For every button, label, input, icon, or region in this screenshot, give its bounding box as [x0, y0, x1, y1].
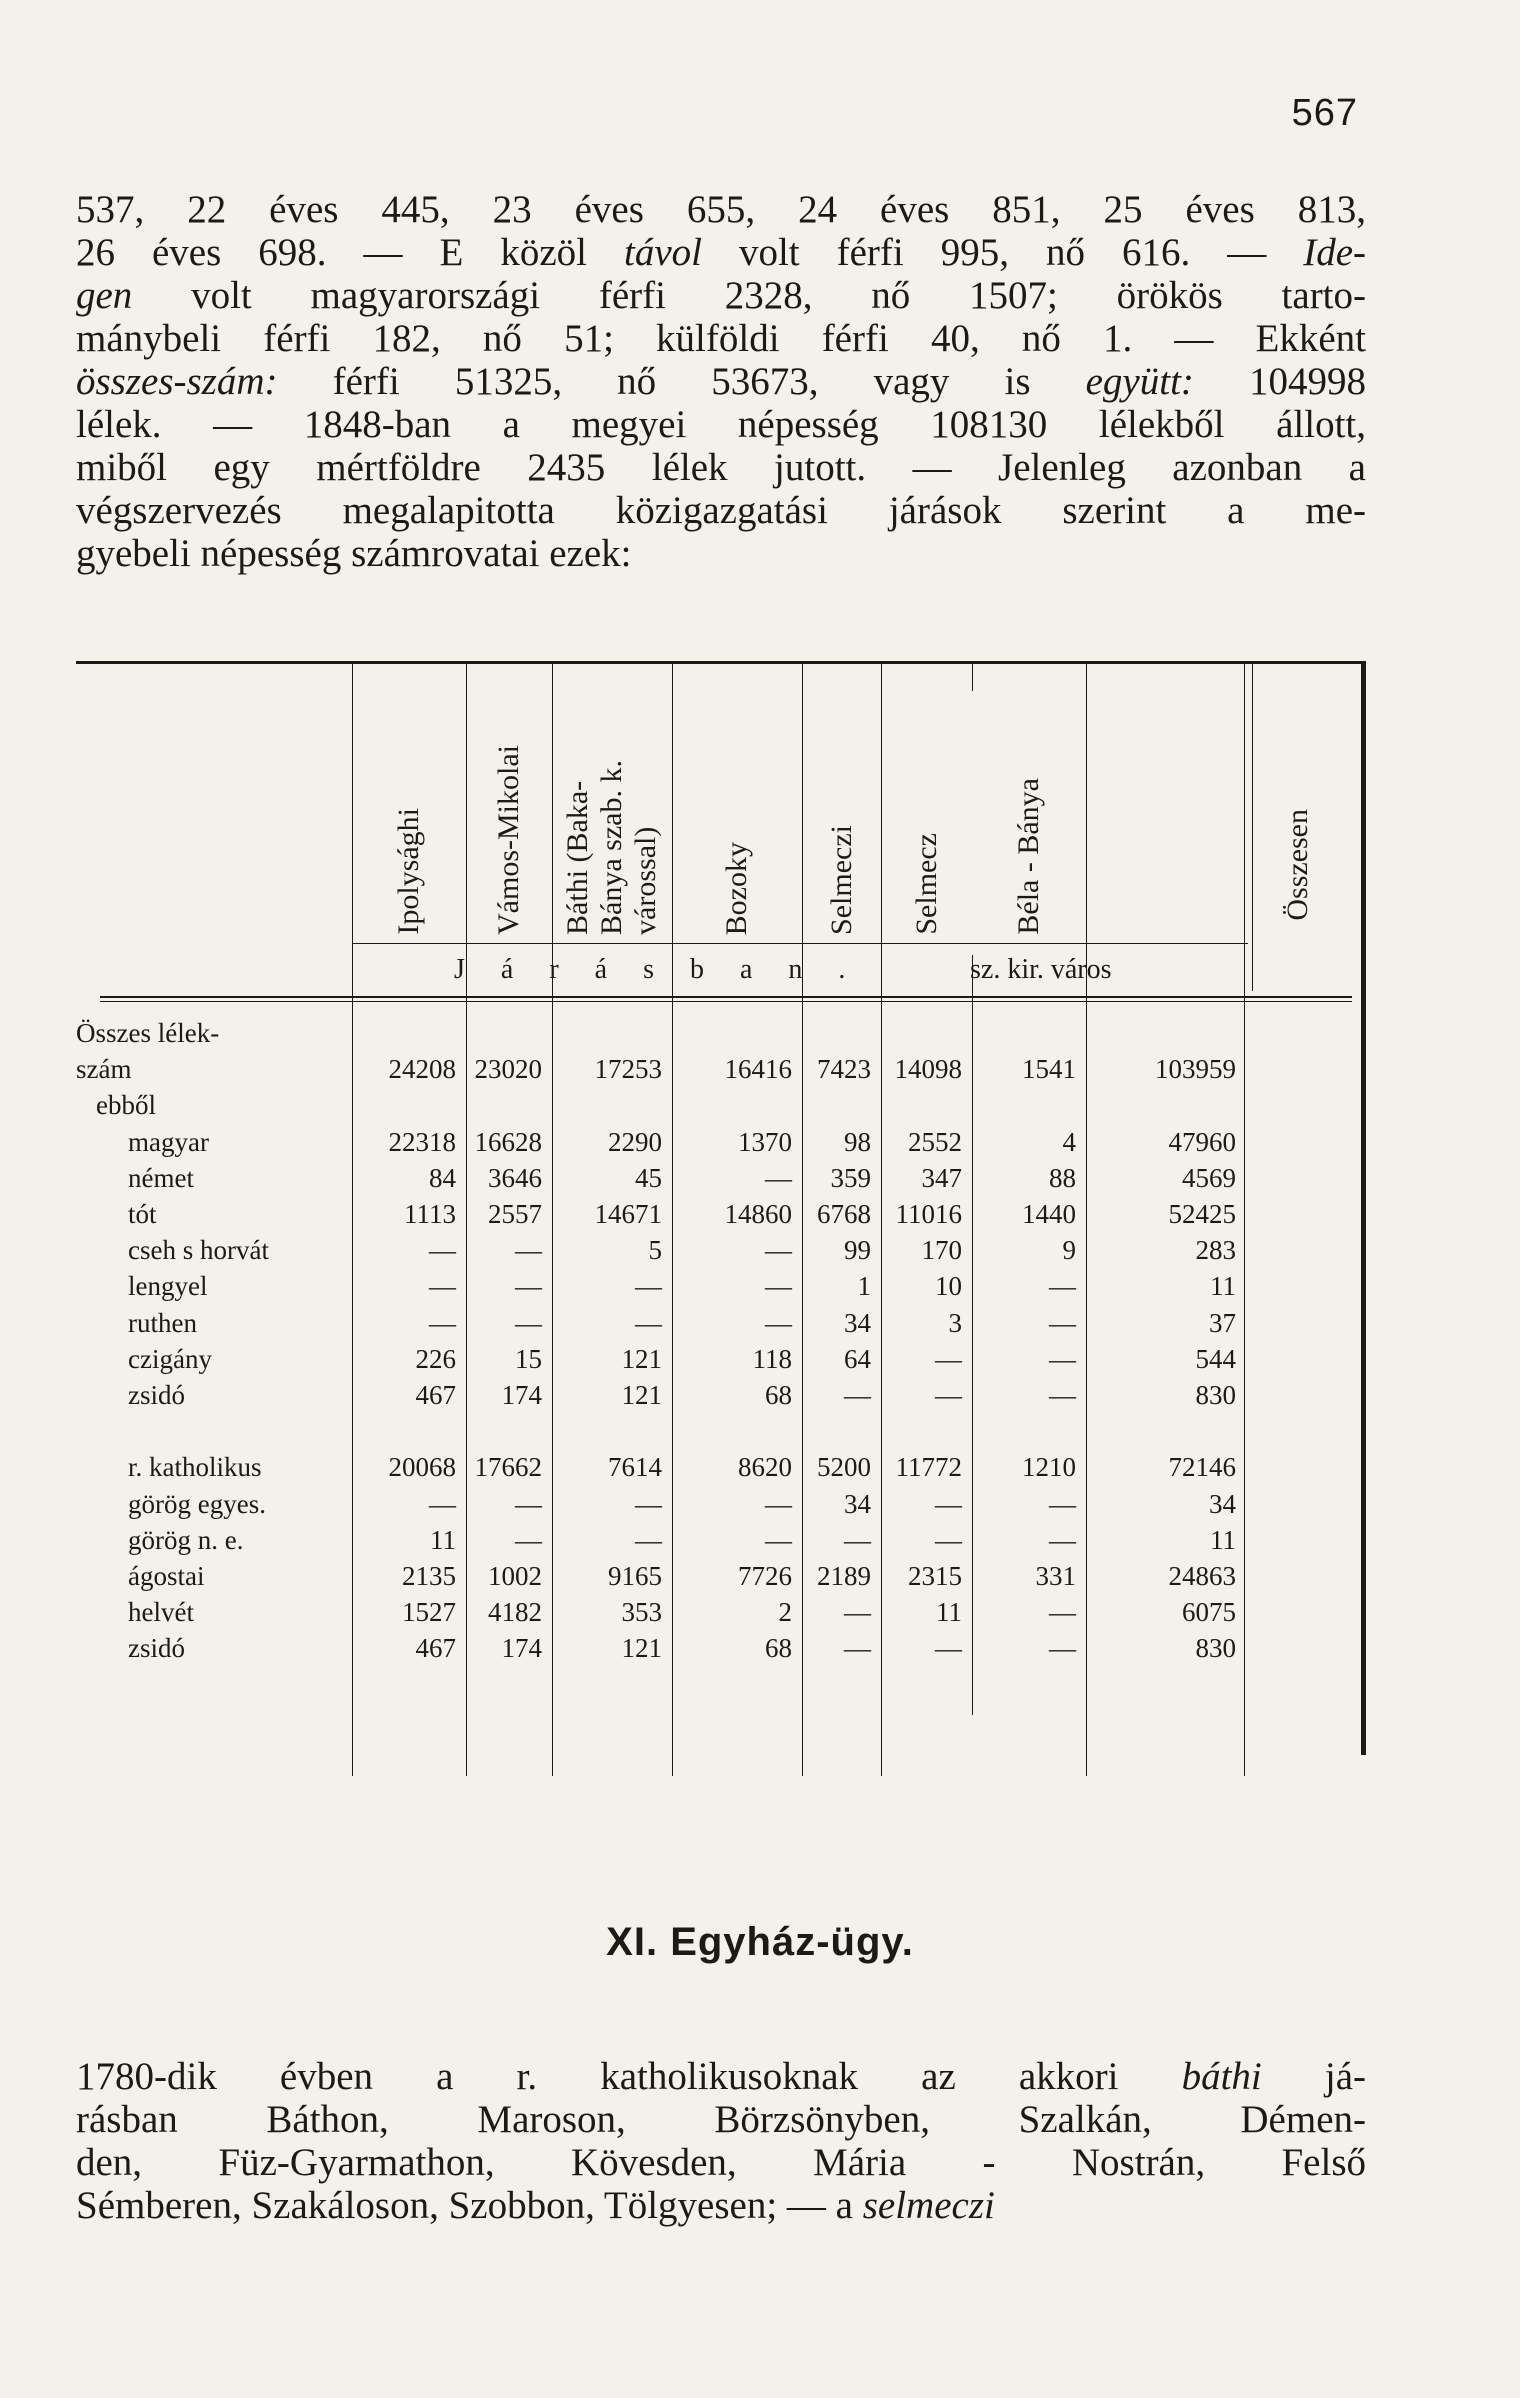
col-head: Bozoky — [720, 841, 753, 935]
table-cell: 24863 — [1168, 1561, 1236, 1591]
row-label: tót — [128, 1199, 157, 1229]
table-cell: 6075 — [1182, 1597, 1236, 1628]
table-cell: 2189 — [817, 1561, 871, 1591]
table-cell: 9 — [1062, 1235, 1076, 1266]
table-cell: 37 — [1209, 1307, 1236, 1338]
table-cell: 10 — [935, 1271, 962, 1302]
row-label: r. katholikus — [128, 1452, 262, 1483]
row-label: görög egyes. — [128, 1488, 266, 1519]
table-cell: — — [844, 1597, 871, 1628]
column-rule — [1252, 661, 1253, 991]
table-cell: 2135 — [402, 1561, 456, 1591]
table-cell: 52425 — [1168, 1199, 1236, 1229]
table-cell: 2557 — [488, 1199, 542, 1229]
table-cell: 64 — [844, 1343, 871, 1374]
table-cell: 347 — [921, 1162, 962, 1193]
table-cell: 11 — [936, 1597, 962, 1628]
table-row — [76, 1124, 1366, 1160]
table-cell: 7614 — [608, 1452, 662, 1483]
row-label: zsidó — [128, 1633, 185, 1664]
row-label: német — [128, 1162, 194, 1193]
table-cell: — — [429, 1235, 456, 1266]
text-run: férfi 51325, nő 53673, vagy is — [277, 360, 1086, 403]
intro-line — [76, 489, 1366, 532]
table-cell: 5 — [648, 1235, 662, 1266]
table-cell: — — [935, 1524, 962, 1555]
table-cell: 121 — [621, 1343, 662, 1374]
text-run: mánybeli férfi 182, nő 51; külföldi férfi 40, nő 1. — Ekként — [76, 317, 1366, 360]
row-label: czigány — [128, 1343, 212, 1374]
page-number: 567 — [1291, 92, 1358, 134]
row-label: lengyel — [128, 1271, 208, 1302]
table-cell: 34 — [1209, 1488, 1236, 1519]
table-cell: 16416 — [724, 1054, 792, 1085]
text-run: den, Füz-Gyarmathon, Kövesden, Mária - Nostrán, Felső — [76, 2141, 1366, 2184]
table-cell: 47960 — [1168, 1126, 1236, 1157]
table-cell: — — [765, 1307, 792, 1338]
table-cell: 5200 — [817, 1452, 871, 1483]
table-cell: 830 — [1195, 1380, 1236, 1410]
table-cell: 15 — [515, 1343, 542, 1374]
text-run: volt magyarországi férfi 2328, nő 1507; örökös tarto- — [132, 274, 1366, 317]
table-cell: — — [515, 1488, 542, 1519]
table-cell: 45 — [635, 1162, 662, 1193]
intro-line — [76, 231, 1366, 274]
table-cell: 20068 — [388, 1452, 456, 1483]
row-label: szám — [76, 1054, 132, 1085]
table-cell: — — [635, 1307, 662, 1338]
table-row — [76, 1377, 1366, 1413]
table-cell: 2552 — [908, 1126, 962, 1157]
table-row — [76, 1558, 1366, 1594]
text-run: lélek. — 1848-ban a megyei népesség 108130 lélekből állott, — [76, 403, 1366, 446]
table-cell: 16628 — [474, 1126, 542, 1157]
col-head: Ipolysághi — [392, 808, 425, 935]
table-cell: 353 — [621, 1597, 662, 1628]
row-label: ruthen — [128, 1307, 197, 1338]
table-cell: 1541 — [1022, 1054, 1076, 1085]
text-run: miből egy mértföldre 2435 lélek jutott. — Jelenleg azonban a — [76, 446, 1366, 489]
table-row — [76, 1341, 1366, 1377]
table-cell: 3 — [948, 1307, 962, 1338]
row-label: Összes lélek- — [76, 1018, 220, 1048]
header-bottom-rule — [100, 996, 1352, 998]
table-cell: 8620 — [738, 1452, 792, 1483]
col-head: Béla - Bánya — [1012, 778, 1045, 935]
table-cell: 283 — [1195, 1235, 1236, 1266]
table-cell: 170 — [921, 1235, 962, 1266]
intro-line — [76, 188, 1366, 231]
table-cell: 2290 — [608, 1126, 662, 1157]
table-cell: 11 — [430, 1524, 456, 1555]
intro-line — [76, 532, 1366, 575]
emphasis-text: gen — [76, 274, 133, 317]
table-cell: 1113 — [404, 1199, 456, 1229]
text-run: 1780-dik évben a r. katholikusoknak az akkori — [76, 2055, 1182, 2098]
table-cell: 17253 — [594, 1054, 662, 1085]
population-table — [76, 655, 1366, 1755]
table-cell: 830 — [1195, 1633, 1236, 1664]
table-cell: 72146 — [1168, 1452, 1236, 1483]
table-cell: 7726 — [738, 1561, 792, 1591]
outro-paragraph — [76, 2055, 1366, 2227]
emphasis-text: báthi — [1181, 2055, 1262, 2098]
table-cell: 11016 — [895, 1199, 962, 1229]
intro-line — [76, 274, 1366, 317]
table-cell: 174 — [501, 1380, 542, 1410]
table-cell: — — [935, 1343, 962, 1374]
table-cell: 1 — [857, 1271, 871, 1302]
text-run: rásban Báthon, Maroson, Börzsönyben, Szalkán, Démen- — [76, 2098, 1366, 2141]
table-cell: 4569 — [1182, 1162, 1236, 1193]
table-cell: 4 — [1062, 1126, 1076, 1157]
table-cell: 98 — [844, 1126, 871, 1157]
col-head: Selmecz — [909, 833, 943, 935]
table-cell: 14860 — [724, 1199, 792, 1229]
text-run: Sémberen, Szakáloson, Szobbon, Tölgyesen; — a — [76, 2184, 863, 2227]
table-row — [76, 1232, 1366, 1268]
table-cell: — — [1049, 1271, 1076, 1302]
group-label-varos: sz. kir. város — [970, 954, 1112, 985]
table-row — [76, 1522, 1366, 1558]
col-head-total: Összesen — [1281, 809, 1314, 921]
intro-line — [76, 317, 1366, 360]
table-cell: — — [635, 1524, 662, 1555]
table-cell: 121 — [621, 1633, 662, 1664]
table-cell: — — [1049, 1380, 1076, 1410]
table-cell: 544 — [1195, 1343, 1236, 1374]
text-run: já- — [1261, 2055, 1366, 2098]
row-label: magyar — [128, 1126, 209, 1157]
table-cell: — — [515, 1524, 542, 1555]
table-cell: — — [765, 1524, 792, 1555]
table-cell: — — [765, 1162, 792, 1193]
table-cell: 467 — [415, 1633, 456, 1664]
text-run: 104998 — [1193, 360, 1367, 403]
table-cell: 359 — [830, 1162, 871, 1193]
emphasis-text: selmeczi — [862, 2184, 995, 2227]
table-row — [76, 1305, 1366, 1341]
table-cell: 7423 — [817, 1054, 871, 1085]
table-cell: 3646 — [488, 1162, 542, 1193]
table-cell: — — [1049, 1524, 1076, 1555]
table-top-rule — [76, 661, 1366, 664]
table-cell: 11 — [1210, 1271, 1236, 1302]
table-cell: 1210 — [1022, 1452, 1076, 1483]
table-cell: 34 — [844, 1307, 871, 1338]
table-row — [76, 1449, 1366, 1485]
table-cell: — — [1049, 1633, 1076, 1664]
table-cell: 11 — [1210, 1524, 1236, 1555]
row-label: cseh s horvát — [128, 1235, 269, 1266]
table-cell: 467 — [415, 1380, 456, 1410]
table-cell: 99 — [844, 1235, 871, 1266]
table-cell: 1527 — [402, 1597, 456, 1628]
table-cell: 1002 — [488, 1561, 542, 1591]
table-cell: 1370 — [738, 1126, 792, 1157]
row-label: görög n. e. — [128, 1524, 244, 1555]
text-run: 537, 22 éves 445, 23 éves 655, 24 éves 851, 25 éves 813, — [76, 188, 1366, 231]
table-cell: — — [515, 1271, 542, 1302]
table-cell: — — [429, 1271, 456, 1302]
table-cell: — — [844, 1380, 871, 1410]
intro-line — [76, 446, 1366, 489]
table-cell: — — [1049, 1307, 1076, 1338]
table-cell: 22318 — [388, 1126, 456, 1157]
table-cell: 84 — [429, 1162, 456, 1193]
table-cell: — — [935, 1380, 962, 1410]
table-cell: 118 — [752, 1343, 792, 1374]
emphasis-text: Ide- — [1303, 231, 1367, 274]
text-run: 26 éves 698. — E közöl — [76, 231, 624, 274]
outro-line — [76, 2098, 1366, 2141]
district-group-rule — [352, 943, 1248, 944]
emphasis-text: együtt: — [1085, 360, 1194, 403]
table-cell: — — [635, 1271, 662, 1302]
intro-line — [76, 360, 1366, 403]
text-run: végszervezés megalapitotta közigazgatási járások szerint a me- — [76, 489, 1366, 532]
table-cell: — — [515, 1307, 542, 1338]
outro-line — [76, 2141, 1366, 2184]
section-title: XI. Egyház-ügy. — [606, 1920, 914, 1964]
table-cell: 24208 — [388, 1054, 456, 1085]
table-cell: 88 — [1049, 1162, 1076, 1193]
table-cell: 14098 — [894, 1054, 962, 1085]
table-cell: — — [935, 1633, 962, 1664]
table-row — [76, 1015, 1366, 1051]
table-cell: 103959 — [1155, 1054, 1236, 1085]
table-row — [76, 1413, 1366, 1449]
table-cell: — — [1049, 1343, 1076, 1374]
table-cell: 6768 — [817, 1199, 871, 1229]
table-cell: 34 — [844, 1488, 871, 1519]
table-cell: 226 — [415, 1343, 456, 1374]
emphasis-text: távol — [623, 231, 702, 274]
table-cell: 2315 — [908, 1561, 962, 1591]
table-row — [76, 1594, 1366, 1630]
table-cell: — — [765, 1235, 792, 1266]
table-cell: — — [429, 1307, 456, 1338]
table-row — [76, 1196, 1366, 1232]
table-cell: 1440 — [1022, 1199, 1076, 1229]
table-cell: — — [765, 1271, 792, 1302]
table-row — [76, 1486, 1366, 1522]
table-cell: 23020 — [474, 1054, 542, 1085]
col-head: Vámos-Mikolai — [492, 745, 525, 935]
table-cell: 11772 — [895, 1452, 962, 1483]
intro-paragraph — [76, 188, 1366, 575]
table-cell: — — [844, 1633, 871, 1664]
table-cell: — — [1049, 1597, 1076, 1628]
row-label: helvét — [128, 1597, 194, 1628]
table-cell: 121 — [621, 1380, 662, 1410]
table-row — [76, 1087, 1366, 1123]
table-cell: 331 — [1035, 1561, 1076, 1591]
table-row — [76, 1160, 1366, 1196]
text-run: volt férfi 995, nő 616. — — [701, 231, 1304, 274]
table-cell: — — [515, 1235, 542, 1266]
table-cell: 2 — [778, 1597, 792, 1628]
row-label: ebből — [96, 1090, 156, 1121]
text-run: gyebeli népesség számrovatai ezek: — [76, 532, 632, 575]
table-cell: — — [635, 1488, 662, 1519]
table-cell: — — [935, 1488, 962, 1519]
col-head: Selmeczi — [824, 825, 858, 935]
table-cell: 68 — [765, 1380, 792, 1410]
emphasis-text: összes-szám: — [76, 360, 278, 403]
table-row — [76, 1268, 1366, 1304]
table-cell: — — [429, 1488, 456, 1519]
table-cell: 17662 — [474, 1452, 542, 1483]
table-cell: 68 — [765, 1633, 792, 1664]
table-cell: — — [1049, 1488, 1076, 1519]
table-cell: — — [844, 1524, 871, 1555]
header-bottom-rule-2 — [100, 1001, 1352, 1002]
intro-line — [76, 403, 1366, 446]
table-cell: 4182 — [488, 1597, 542, 1628]
row-label: zsidó — [128, 1380, 185, 1410]
col-head: Báthi (Baka- Bánya szab. k. várossal) — [561, 760, 662, 935]
outro-line — [76, 2055, 1366, 2098]
table-row — [76, 1630, 1366, 1666]
group-label-jarasban: Járásban. — [454, 954, 882, 985]
table-cell: 14671 — [594, 1199, 662, 1229]
table-cell: — — [765, 1488, 792, 1519]
row-label: ágostai — [128, 1561, 205, 1591]
outro-line — [76, 2184, 1366, 2227]
table-cell: 174 — [501, 1633, 542, 1664]
table-row — [76, 1051, 1366, 1087]
table-cell: 9165 — [608, 1561, 662, 1591]
